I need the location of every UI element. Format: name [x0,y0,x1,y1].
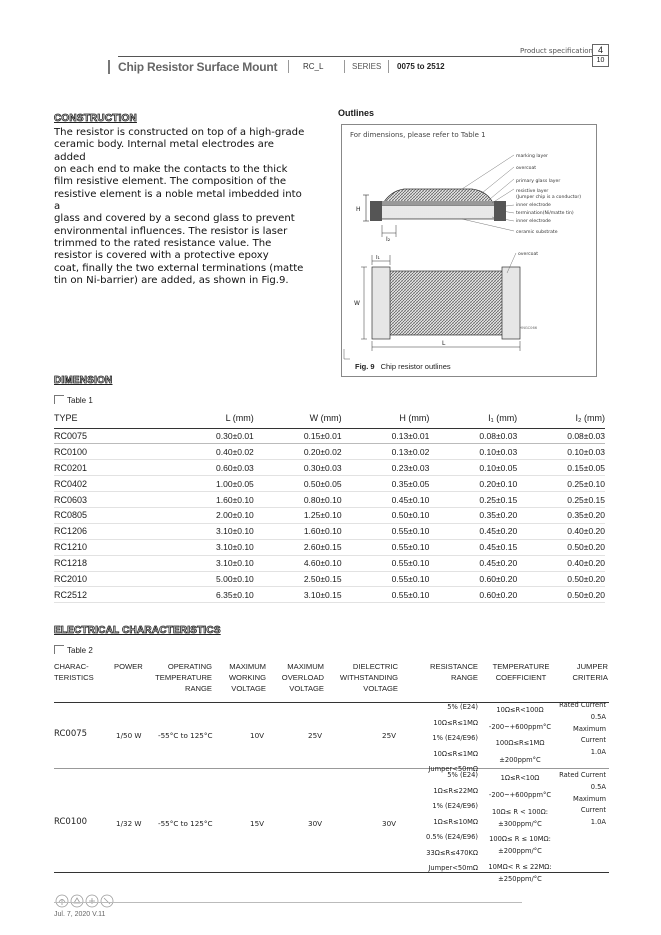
table-row [54,523,605,539]
header-line: MAXIMUM [287,662,324,671]
header-divider [344,60,345,73]
figure-note: For dimensions, please refer to Table 1 [350,131,486,139]
dimension-cell: 0.55±0.10 [342,555,430,571]
dimension-cell: 0.08±0.03 [429,428,517,444]
dimension-cell: 0.45±0.20 [429,523,517,539]
jumper-line: Rated Current [559,701,606,709]
label-marking-layer: marking layer [516,154,548,159]
dimension-cell: 0.23±0.03 [342,460,430,476]
table-row [54,587,605,603]
tcr-line: 1Ω≤R<10Ω [500,774,540,782]
dimension-cell: 0.25±0.15 [429,492,517,508]
tcr-line: 10Ω≤ R < 100Ω: [492,808,548,817]
header-max-overload [274,661,324,694]
header-line: CHARAC- [54,662,89,671]
dimension-cell: 0.40±0.02 [166,444,254,460]
col-length: L (mm) [166,412,254,428]
tcr-line: 10MΩ< R ≤ 22MΩ: [488,862,552,871]
construction-line: trimmed to the rated resistance value. The [54,238,272,250]
top-view [344,251,538,359]
dimension-cell: 0.45±0.10 [342,492,430,508]
header-power [114,661,143,672]
dimension-cell: 1.60±0.10 [166,492,254,508]
dimension-cell: 2.00±0.10 [166,507,254,523]
dimension-cell: 0.60±0.03 [166,460,254,476]
header-line: RANGE [450,673,478,682]
dimension-cell: 0.80±0.10 [254,492,342,508]
dimension-cell: 0.35±0.05 [342,476,430,492]
label-resistive-layer: resistive layer [516,189,549,194]
row-temp: -55°C to 125°C [158,819,213,828]
construction-line: ceramic body. Internal metal electrodes are added [54,139,274,163]
jumper-line: Maximum [573,794,606,803]
header-line: OPERATING [167,662,212,671]
header-line: VOLTAGE [231,684,266,693]
figure-number: Fig. 9 [355,362,375,371]
dimension-cell: 3.10±0.15 [254,587,342,603]
dimension-cell: 0.20±0.02 [254,444,342,460]
resistance-line: 1Ω≤R≤10MΩ [433,817,478,826]
dim-w-label: W [354,300,360,307]
construction-line: resistive element is a noble metal imbedded into a [54,188,302,213]
dimension-cell: 4.60±0.10 [254,555,342,571]
tcr-line: 100Ω≤ R ≤ 10MΩ: [489,835,551,844]
left-termination-shape [370,201,382,221]
resistance-line: 5% (E24) [447,771,478,779]
footer-rule [54,902,522,903]
outlines-title: Outlines [338,108,375,118]
tcr-line: ±250ppm/°C [498,874,542,883]
row-type: RC0100 [54,817,88,827]
label-jumper-note: (Jumper chip is a conductor) [516,195,582,200]
header-tcr [486,661,556,683]
type-cell: RC0100 [54,444,166,460]
dimension-cell: 0.13±0.01 [342,428,430,444]
construction-line: resistor is covered with a protective epoxy [54,250,269,262]
construction-line: film resistive element. The composition of the [54,176,287,188]
label-overcoat: overcoat [516,166,537,171]
header-line: COEFFICIENT [495,673,547,682]
col-type: TYPE [54,412,166,428]
type-cell: RC2010 [54,571,166,587]
table-row [54,571,605,587]
header-line: POWER [114,662,143,671]
type-cell: RC1206 [54,523,166,539]
resistance-line: 1Ω≤R≤22MΩ [433,786,478,795]
header-divider [288,60,289,73]
header-temperature [152,661,212,694]
resistance-line: 1% (E24/E96) [432,802,478,810]
dimension-cell: 0.35±0.20 [517,507,605,523]
dimension-cell: 0.50±0.20 [517,539,605,555]
table-row [54,539,605,555]
jumper-line: 1.0A [590,748,606,757]
header-line: VOLTAGE [363,684,398,693]
tcr-line: ±200ppm/°C [498,847,542,856]
dimension-cell: 0.10±0.03 [517,444,605,460]
dimension-cell: 0.15±0.05 [517,460,605,476]
header-line: TEMPERATURE [492,662,550,671]
dim-l-label: L [442,340,446,347]
dimension-cell: 0.55±0.10 [342,587,430,603]
table2-label: Table 2 [67,646,93,655]
dimension-cell: 0.40±0.20 [517,523,605,539]
construction-line: coat, finally the two external terminations (matte [54,262,304,274]
dimension-cell: 0.55±0.10 [342,539,430,555]
type-cell: RC2512 [54,587,166,603]
dimension-cell: 0.20±0.10 [429,476,517,492]
document-date-version: Jul. 7, 2020 V.11 [54,911,106,918]
dimension-cell: 0.30±0.01 [166,428,254,444]
jumper-line: Rated Current [559,771,606,779]
header-line: MAXIMUM [229,662,266,671]
dimension-cell: 3.10±0.10 [166,539,254,555]
compliance-icons [54,893,124,909]
header-bar [108,60,110,74]
construction-line: glass and covered by a second glass to prevent [54,213,295,225]
row-resistance [400,768,478,877]
jumper-line: Current [580,806,606,815]
ceramic-substrate-shape [374,205,502,219]
dim-i1-label: I₁ [376,255,380,261]
construction-line: on each end to make the contacts to the thick [54,164,288,176]
document-title: Chip Resistor Surface Mount [118,60,278,74]
dimension-cell: 0.50±0.05 [254,476,342,492]
header-rule [118,56,592,57]
dimension-cell: 0.50±0.20 [517,587,605,603]
halogen-free-icon [71,895,83,907]
jumper-line: Current [580,736,606,745]
dimension-cell: 0.60±0.20 [429,571,517,587]
header-line: OVERLOAD [281,673,324,682]
row-working: 10V [250,731,265,740]
header-line: WITHSTANDING [339,673,398,682]
jumper-line: 0.5A [590,712,606,721]
size-range: 0075 to 2512 [397,62,445,71]
tcr-line: 10Ω≤R<100Ω [496,706,544,714]
type-cell: RC0201 [54,460,166,476]
type-cell: RC1210 [54,539,166,555]
label-primary-glass: primary glass layer [516,179,561,184]
row-jumper [550,770,606,829]
dim-h-label: H [356,206,361,213]
row-dielectric: 25V [382,731,397,740]
figure-code: YNGC066 [520,326,538,330]
row-working: 15V [250,819,265,828]
dim-i2-label: I₂ [386,236,391,243]
type-cell: RC0075 [54,428,166,444]
dimension-heading: DIMENSION [54,375,113,386]
chip-resistor-outline-figure [342,125,596,376]
header-divider [388,60,389,73]
dimension-cell: 0.45±0.15 [429,539,517,555]
row-jumper [550,700,606,759]
dimension-cell: 0.10±0.03 [429,444,517,460]
resistance-line: 33Ω≤R≤470KΩ [426,848,478,857]
dimension-cell: 0.50±0.20 [517,571,605,587]
row-resistance [400,700,478,778]
header-line: CRITERIA [572,673,608,682]
dimension-cell: 0.15±0.01 [254,428,342,444]
tcr-line: -200~+600ppm°C [488,791,552,800]
row-dielectric: 30V [382,819,397,828]
row-power: 1/32 W [116,819,142,828]
header-max-working [220,661,266,694]
dimension-cell: 0.13±0.02 [342,444,430,460]
label-inner-electrode: inner electrode [516,203,551,208]
page-total: 10 [596,57,605,64]
dimension-cell: 0.30±0.03 [254,460,342,476]
header-line: JUMPER [576,662,608,671]
product-code: RC_L [303,62,324,71]
top-right-termination [502,267,520,339]
table-row [54,444,605,460]
dimension-cell: 0.60±0.20 [429,587,517,603]
tcr-line: ±200ppm°C [499,755,541,764]
dimension-cell: 3.10±0.10 [166,523,254,539]
dimension-cell: 0.10±0.05 [429,460,517,476]
resistance-line: 10Ω≤R≤1MΩ [433,749,478,758]
tcr-line: -200~+600ppm°C [488,722,552,731]
jumper-line: Maximum [573,724,606,733]
resistance-line: 1% (E24/E96) [432,734,478,742]
row-temp: -55°C to 125°C [158,731,213,740]
label-ceramic-substrate: ceramic substrate [516,230,558,235]
cross-section-view [356,153,581,243]
table-row [54,428,605,444]
construction-heading: CONSTRUCTION [54,113,137,124]
table-marker [54,395,64,404]
col-i1: I₁ (mm) [429,412,517,428]
label-overcoat-top: overcoat [518,252,539,257]
resistance-line: Jumper<50mΩ [428,765,478,773]
dimension-cell: 0.45±0.20 [429,555,517,571]
header-jumper [560,661,608,683]
table-row [54,492,605,508]
resistive-layer-shape [382,201,494,205]
resistance-line: Jumper<50mΩ [428,864,478,872]
dimension-table [54,412,605,603]
header-line: TEMPERATURE [155,673,212,682]
header-line: RESISTANCE [430,662,478,671]
figure-caption-text: Chip resistor outlines [380,362,451,371]
col-width: W (mm) [254,412,342,428]
table-row [54,476,605,492]
header-line: VOLTAGE [289,684,324,693]
dimension-cell: 0.25±0.15 [517,492,605,508]
dimension-cell: 0.50±0.10 [342,507,430,523]
table1-label: Table 1 [67,396,93,405]
construction-line: tin on Ni-barrier) are added, as shown in Fig.9. [54,275,289,287]
table2-row-divider [54,768,609,769]
row-overload: 25V [308,731,323,740]
dimension-cell: 1.25±0.10 [254,507,342,523]
label-inner-electrode-2: inner electrode [516,219,551,224]
table-header-row [54,412,605,428]
table-marker [54,645,64,654]
page-number: 4 [593,45,608,56]
tcr-line: ±300ppm/°C [498,820,542,829]
page-indicator [592,44,609,67]
jumper-line: 1.0A [590,818,606,827]
type-cell: RC1218 [54,555,166,571]
type-cell: RC0603 [54,492,166,508]
dimension-cell: 0.25±0.10 [517,476,605,492]
row-tcr [480,772,560,885]
top-left-termination [372,267,390,339]
dimension-cell: 0.55±0.10 [342,523,430,539]
series-label: SERIES [352,62,382,71]
header-resistance [420,661,478,683]
header-line: RANGE [184,684,212,693]
header-dielectric [326,661,398,694]
label-termination: termination(Ni/matte tin) [516,211,574,216]
top-overcoat-shape [380,271,512,335]
construction-paragraph [54,127,306,287]
jumper-line: 0.5A [590,782,606,791]
dimension-cell: 2.60±0.15 [254,539,342,555]
resistance-line: 5% (E24) [447,703,478,711]
resistance-line: 10Ω≤R≤1MΩ [433,718,478,727]
col-height: H (mm) [342,412,430,428]
dimension-cell: 0.35±0.20 [429,507,517,523]
dimension-cell: 0.08±0.03 [517,428,605,444]
dimension-cell: 5.00±0.10 [166,571,254,587]
right-termination-shape [494,201,506,221]
product-specification-label: Product specification [520,47,593,55]
row-tcr [480,702,560,768]
row-power: 1/50 W [116,731,142,740]
tcr-line: 100Ω≤R≤1MΩ [495,739,545,747]
construction-line: environmental influences. The resistor is laser [54,225,288,237]
header-line: TERISTICS [54,673,94,682]
dimension-cell: 0.55±0.10 [342,571,430,587]
dimension-cell: 1.00±0.05 [166,476,254,492]
dimension-cell: 3.10±0.10 [166,555,254,571]
type-cell: RC0402 [54,476,166,492]
table-row [54,460,605,476]
row-type: RC0075 [54,729,88,739]
dimension-cell: 0.40±0.20 [517,555,605,571]
table-row [54,507,605,523]
figure-caption [355,362,451,371]
electrical-heading: ELECTRICAL CHARACTERISTICS [54,625,221,636]
resistance-line: 0.5% (E24/E96) [425,833,478,841]
construction-line: The resistor is constructed on top of a high-grade [54,127,305,138]
type-cell: RC0805 [54,507,166,523]
dimension-cell: 1.60±0.10 [254,523,342,539]
dimension-cell: 6.35±0.10 [166,587,254,603]
col-i2: I₂ (mm) [517,412,605,428]
table-row [54,555,605,571]
row-overload: 30V [308,819,323,828]
header-characteristics [54,661,94,683]
dimension-cell: 2.50±0.15 [254,571,342,587]
header-line: DIELECTRIC [352,662,398,671]
header-line: WORKING [228,673,266,682]
